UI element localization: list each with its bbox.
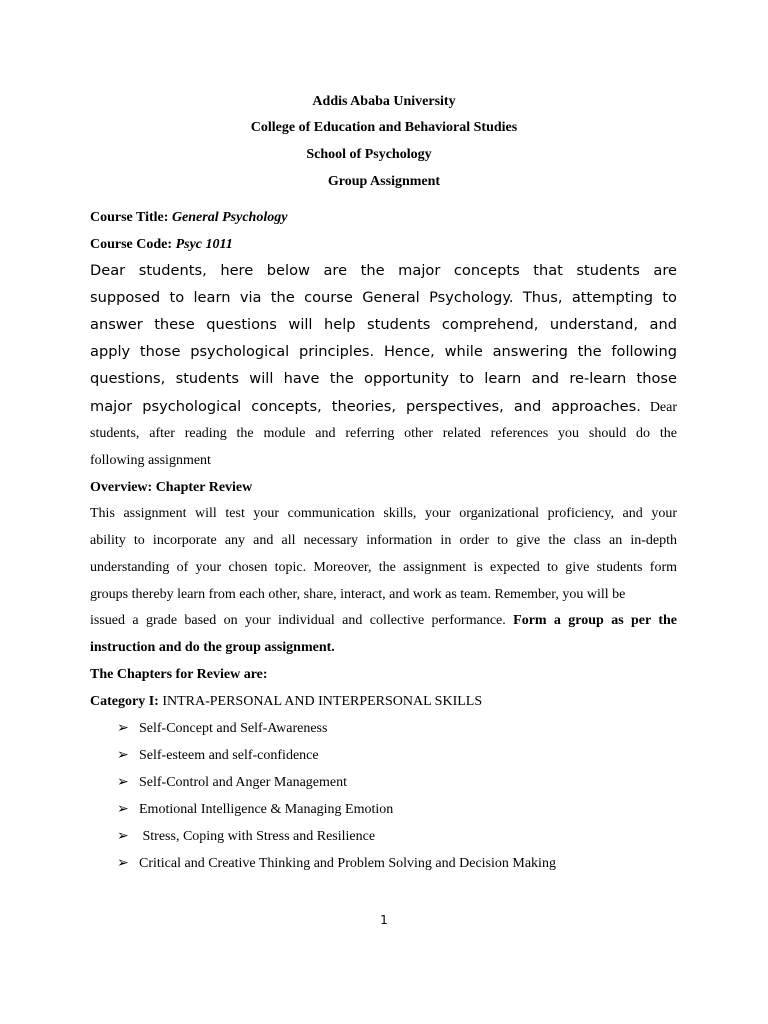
course-title: Course Title: General Psychology [90,210,288,225]
list-item-text: Self-Control and Anger Management [139,775,348,790]
list-item-text: Self-Concept and Self-Awareness [139,721,328,736]
school-name: School of Psychology [306,147,432,162]
list-item-text: Self-esteem and self-confidence [139,748,319,763]
arrow-bullet-icon: ➢ [117,748,129,763]
list-item-text: Emotional Intelligence & Managing Emotion [139,802,394,817]
intro-line-2: supposed to learn via the course General Psychology. Thus, attempting to [90,289,677,306]
overview-line-5-normal: issued a grade based on your individual and collective performance. [90,613,506,628]
intro-line-1: Dear students, here below are the major concepts that students are [90,262,677,279]
intro-line-4: apply those psychological principles. Hence, while answering the following [90,343,677,360]
assignment-title: Group Assignment [327,174,441,189]
category-name: INTRA-PERSONAL AND INTERPERSONAL SKILLS [162,694,483,709]
course-code-label: Course Code [90,237,168,252]
category-label: Category I: [90,694,159,709]
course-code-value: Psyc 1011 [175,237,233,252]
list-item [117,720,327,737]
list-item [117,774,347,791]
overview-line-3: understanding of your chosen topic. Moreover, the assignment is expected to give students form [90,560,677,575]
intro-line-6-serif: Dear [649,400,678,415]
university-name: Addis Ababa University [312,94,456,109]
intro-line-8: following assignment [90,453,211,468]
list-item-text: Stress, Coping with Stress and Resilience [139,829,376,844]
list-item [117,855,556,872]
list-item [117,801,393,818]
overview-line-5-bold: Form a group as per the [513,613,677,628]
overview-line-5 [90,613,677,629]
overview-line-1: This assignment will test your communication skills, your organizational proficiency, and your [90,506,677,521]
college-name: College of Education and Behavioral Studies [250,120,518,135]
chapters-heading: The Chapters for Review are: [90,667,268,682]
list-item [117,828,375,845]
intro-line-5: questions, students will have the opportunity to learn and re-learn those [90,370,677,387]
intro-line-7: students, after reading the module and referring other related references you should do the [90,426,677,441]
course-code: Course Code: Psyc 1011 [90,237,233,252]
arrow-bullet-icon: ➢ [117,856,129,871]
intro-line-3: answer these questions will help students comprehend, understand, and [90,316,677,333]
intro-line-6 [90,398,677,416]
arrow-bullet-icon: ➢ [117,721,129,736]
arrow-bullet-icon: ➢ [117,775,129,790]
page-number: 1 [380,913,388,927]
category-heading [90,694,677,710]
intro-line-6-sans: major psychological concepts, theories, perspectives, and approaches. [90,398,641,415]
overview-line-2: ability to incorporate any and all necessary information in order to give the class an in-depth [90,533,677,548]
overview-line-6: instruction and do the group assignment. [90,640,335,655]
overview-line-4: groups thereby learn from each other, share, interact, and work as team. Remember, you will be [90,587,626,602]
arrow-bullet-icon: ➢ [117,802,129,817]
list-item [117,747,319,764]
course-title-label: Course Title [90,210,164,225]
overview-heading: Overview: Chapter Review [90,480,253,495]
course-title-value: General Psychology [171,210,288,225]
arrow-bullet-icon: ➢ [117,829,129,844]
list-item-text: Critical and Creative Thinking and Problem Solving and Decision Making [139,856,556,871]
